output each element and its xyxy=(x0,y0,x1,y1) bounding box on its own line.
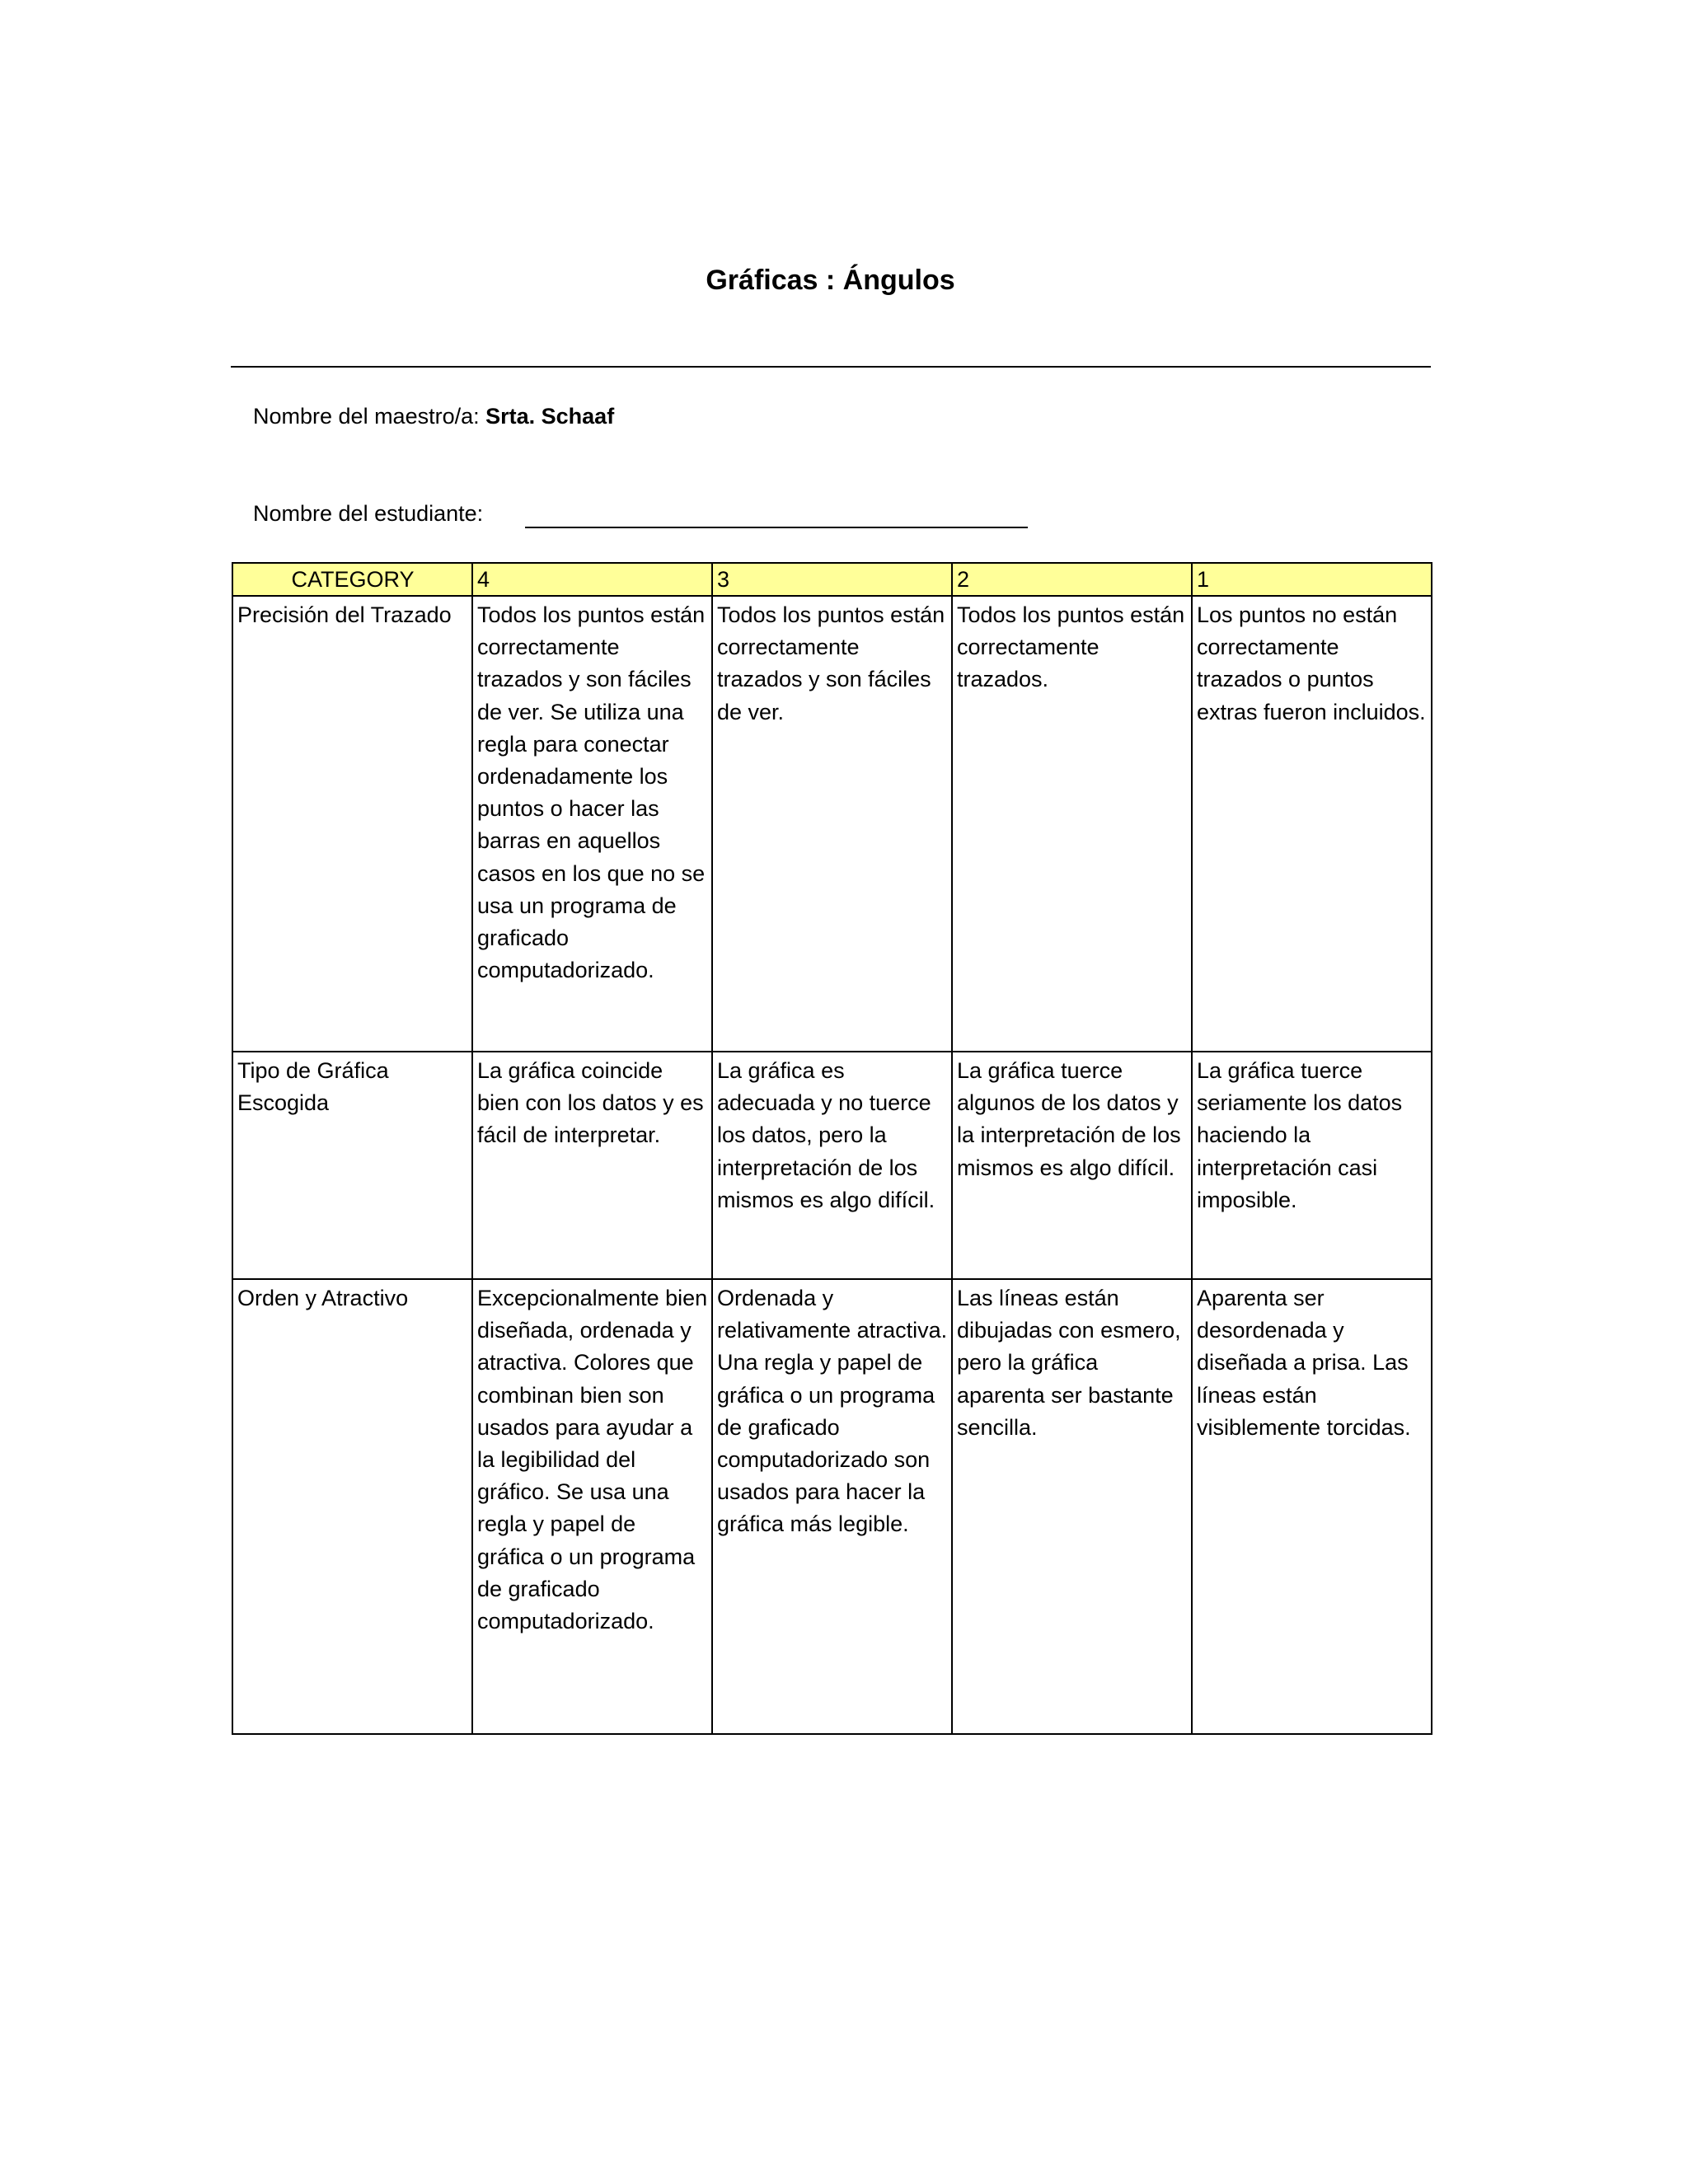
criterion-cell-2: La gráfica tuerce algunos de los datos y la interpretación de los mismos es algo difícil. xyxy=(952,1052,1192,1279)
criterion-cell-2: Las líneas están dibujadas con esmero, pero la gráfica aparenta ser bastante sencilla. xyxy=(952,1279,1192,1734)
teacher-field xyxy=(253,402,614,430)
criterion-cell-4: Todos los puntos están correctamente trazados y son fáciles de ver. Se utiliza una regla para conectar ordenadamente los puntos o hacer las barras en aquellos casos en los que no se usa un programa de graficado computadorizado. xyxy=(472,596,712,1052)
student-field xyxy=(253,499,483,527)
criterion-cell-4: La gráfica coincide bien con los datos y es fácil de interpretar. xyxy=(472,1052,712,1279)
criterion-cell-4: Excepcionalmente bien diseñada, ordenada y atractiva. Colores que combinan bien son usados para ayudar a la legibilidad del gráfico. Se usa una regla y papel de gráfica o un programa de graficado computadorizado. xyxy=(472,1279,712,1734)
criterion-cell-1: Los puntos no están correctamente trazados o puntos extras fueron incluidos. xyxy=(1192,596,1432,1052)
criterion-cell-3: Ordenada y relativamente atractiva. Una regla y papel de gráfica o un programa de graficado computadorizado son usados para hacer la gráfica más legible. xyxy=(712,1279,952,1734)
teacher-name: Srta. Schaaf xyxy=(485,404,615,429)
criterion-cell-3: La gráfica es adecuada y no tuerce los datos, pero la interpretación de los mismos es algo difícil. xyxy=(712,1052,952,1279)
header-category: CATEGORY xyxy=(232,563,472,596)
teacher-label: Nombre del maestro/a: xyxy=(253,404,486,429)
criterion-cell-1: Aparenta ser desordenada y diseñada a prisa. Las líneas están visiblemente torcidas. xyxy=(1192,1279,1432,1734)
header-score-2: 2 xyxy=(952,563,1192,596)
student-name-blank-line[interactable] xyxy=(525,527,1028,528)
category-cell: Orden y Atractivo xyxy=(232,1279,472,1734)
header-score-3: 3 xyxy=(712,563,952,596)
rubric-header-row xyxy=(232,563,1432,596)
header-score-1: 1 xyxy=(1192,563,1432,596)
header-score-4: 4 xyxy=(472,563,712,596)
rubric-row-order-appeal xyxy=(232,1279,1432,1734)
criterion-cell-1: La gráfica tuerce seriamente los datos haciendo la interpretación casi imposible. xyxy=(1192,1052,1432,1279)
page-title: Gráficas : Ángulos xyxy=(706,265,955,296)
category-cell: Tipo de Gráfica Escogida xyxy=(232,1052,472,1279)
criterion-cell-2: Todos los puntos están correctamente trazados. xyxy=(952,596,1192,1052)
title-divider xyxy=(231,366,1431,368)
rubric-table xyxy=(232,562,1432,1735)
student-label: Nombre del estudiante: xyxy=(253,501,484,526)
category-cell: Precisión del Trazado xyxy=(232,596,472,1052)
criterion-cell-3: Todos los puntos están correctamente trazados y son fáciles de ver. xyxy=(712,596,952,1052)
rubric-row-precision xyxy=(232,596,1432,1052)
rubric-row-graph-type xyxy=(232,1052,1432,1279)
